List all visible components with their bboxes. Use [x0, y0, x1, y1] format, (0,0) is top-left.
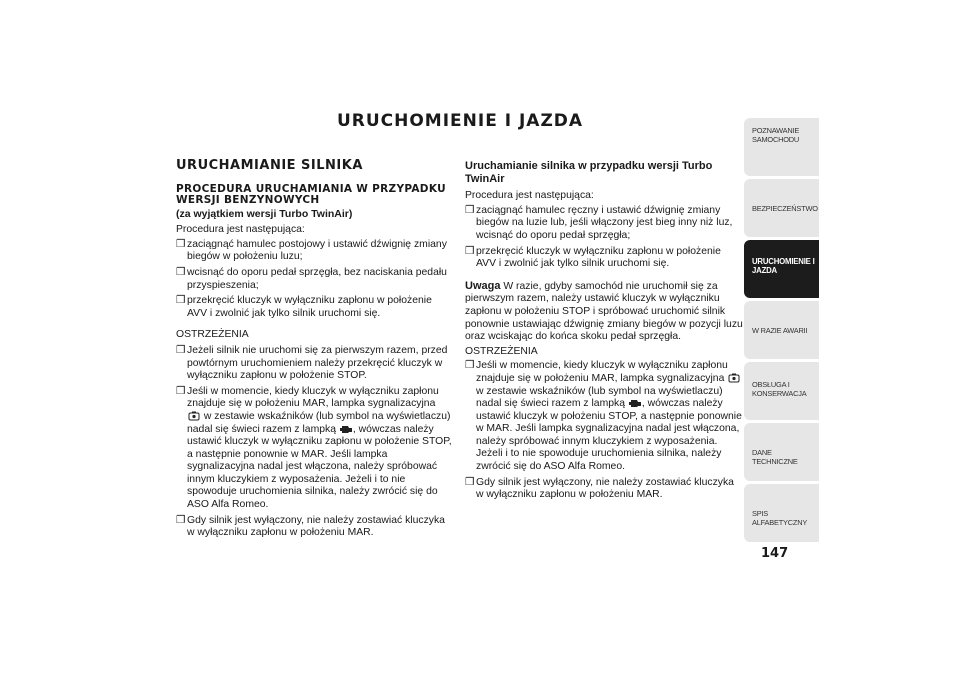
list-item: ❒ zaciągnąć hamulec ręczny i ustawić dźwignię zmiany biegów na luzie lub, jeśli włączony jest bieg inny niż luz, wcisnąć do oporu pedał sprzęgła;	[465, 204, 733, 241]
bullet-icon: ❒	[465, 245, 475, 257]
page-number: 147	[761, 546, 789, 561]
bullet-icon: ❒	[176, 514, 186, 526]
engine-warning-icon	[339, 424, 353, 434]
bullet-icon: ❒	[176, 295, 186, 307]
engine-warning-icon	[628, 398, 642, 408]
list-item: ❒ przekręcić kluczyk w wyłączniku zapłonu w położenie AVV i zwolnić jak tylko silnik uruchomi się.	[465, 245, 721, 270]
warnings-label: OSTRZEŻENIA	[465, 345, 538, 357]
tab-dane-techniczne[interactable]: DANE TECHNICZNE	[744, 423, 819, 481]
list-item: ❒ wcisnąć do oporu pedał sprzęgła, bez naciskania pedału przyspieszenia;	[176, 266, 447, 291]
warnings-label: OSTRZEŻENIA	[176, 329, 249, 341]
tab-obsluga-i-konserwacja[interactable]: OBSŁUGA I KONSERWACJA	[744, 362, 819, 420]
twinair-intro: Procedura jest następująca:	[465, 190, 594, 202]
bullet-icon: ❒	[176, 344, 186, 356]
page-title: URUCHOMIENIE I JAZDA	[336, 111, 584, 131]
note-paragraph: Uwaga W razie, gdyby samochód nie uruchomił się za pierwszym razem, należy ustawić kluczyk w wyłączniku zapłonu w położeniu STOP i spróbować uruchomić silnik ponownie ustawiając dźwignię zmiany biegów w pozycji luzu oraz wciskając do końca skoku pedał sprzęgła.	[465, 279, 743, 343]
tab-w-razie-awarii[interactable]: W RAZIE AWARII	[744, 301, 819, 359]
bullet-icon: ❒	[176, 266, 186, 278]
tab-uruchomienie-i-jazda[interactable]: URUCHOMIENIE I JAZDA	[744, 240, 819, 298]
procedure-intro: Procedura jest następująca:	[176, 224, 305, 236]
twinair-title: Uruchamianie silnika w przypadku wersji Turbo TwinAir	[465, 160, 713, 185]
bullet-icon: ❒	[465, 204, 475, 216]
procedure-note: (za wyjątkiem wersji Turbo TwinAir)	[176, 207, 353, 220]
list-item: ❒ Jeśli w momencie, kiedy kluczyk w wyłączniku zapłonu znajduje się w położeniu MAR, lampka sygnalizacyjna w zestawie wskaźników (lub symbol na wyświetlaczu) nadal się świeci razem z lampką , wówczas należy ustawić kluczyk w wyłączniku zapłonu w położenie STOP, a następnie ponownie w MAR. Jeśli lampka sygnalizacyjna nadal jest włączona, należy spróbować innym kluczykiem z wyposażenia. Jeżeli i to nie spowoduje uruchomienia silnika, należy zwrócić się do ASO Alfa Romeo.	[176, 385, 452, 511]
list-item: ❒ Gdy silnik jest wyłączony, nie należy zostawiać kluczyka w wyłączniku zapłonu w położeniu MAR.	[465, 476, 734, 501]
bullet-icon: ❒	[176, 238, 186, 250]
key-warning-icon	[727, 373, 741, 383]
bullet-icon: ❒	[176, 385, 186, 397]
note-label: Uwaga	[465, 279, 501, 292]
bullet-icon: ❒	[465, 476, 475, 488]
list-item: ❒ zaciągnąć hamulec postojowy i ustawić dźwignię zmiany biegów w położeniu luzu;	[176, 238, 447, 263]
right-column	[465, 160, 743, 505]
left-column	[176, 160, 452, 543]
section-title: URUCHAMIANIE SILNIKA	[176, 158, 363, 173]
key-warning-icon	[187, 411, 201, 421]
list-item: ❒ przekręcić kluczyk w wyłączniku zapłonu w położenie AVV i zwolnić jak tylko silnik uruchomi się.	[176, 295, 432, 319]
procedure-title: PROCEDURA URUCHAMIANIA W PRZYPADKU WERSJI BENZYNOWYCH	[176, 182, 446, 207]
list-item: ❒ Jeżeli silnik nie uruchomi się za pierwszym razem, przed powtórnym uruchomieniem należy przekręcić kluczyk w wyłączniku zapłonu w położenie STOP.	[176, 344, 448, 382]
bullet-icon: ❒	[465, 360, 475, 372]
list-item: ❒ Gdy silnik jest wyłączony, nie należy zostawiać kluczyka w wyłączniku zapłonu w położeniu MAR.	[176, 514, 445, 539]
tab-spis-alfabetyczny[interactable]: SPIS ALFABETYCZNY	[744, 484, 819, 542]
tab-bezpieczenstwo[interactable]: BEZPIECZEŃSTWO	[744, 179, 819, 237]
list-item: ❒ Jeśli w momencie, kiedy kluczyk w wyłączniku zapłonu znajduje się w położeniu MAR, lampka sygnalizacyjna w zestawie wskaźników (lub symbol na wyświetlaczu) nadal się świeci razem z lampką , wówczas należy ustawić kluczyk w położeniu STOP, a następnie ponownie w MAR. Jeśli lampka sygnalizacyjna nadal jest włączona, należy spróbować innym kluczykiem z wyposażenia. Jeżeli i to nie spowoduje uruchomienia silnika, należy zwrócić się do ASO Alfa Romeo.	[465, 360, 742, 473]
tab-poznawanie-samochodu[interactable]: POZNAWANIE SAMOCHODU	[744, 118, 819, 176]
